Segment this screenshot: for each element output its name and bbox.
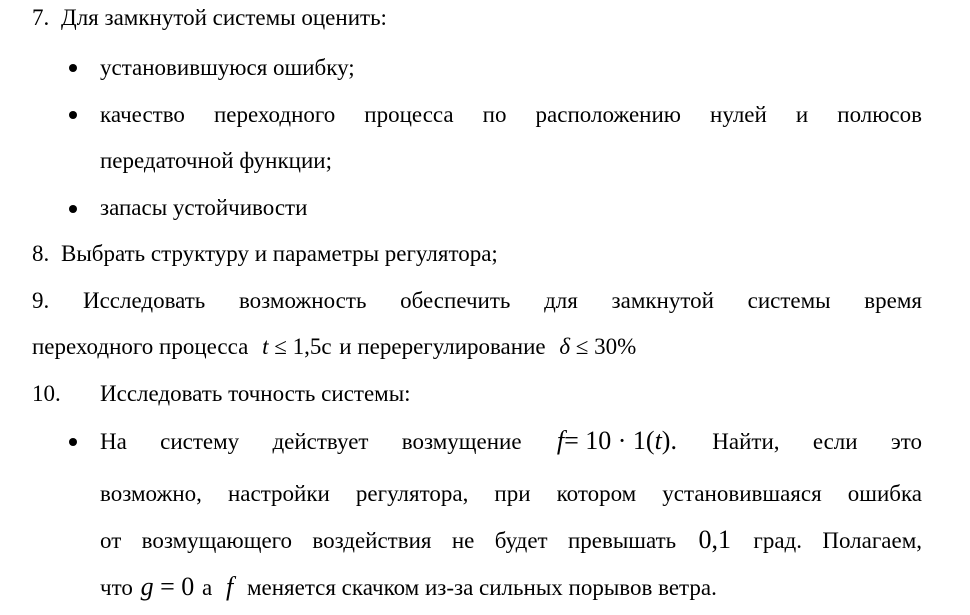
item-8-text: Выбрать структуру и параметры регулятора; xyxy=(61,241,498,266)
item-9-line-2-prefix: переходного процесса xyxy=(32,334,249,359)
item-7-bullet-2-line-1: качество переходного процесса по расположению нулей и полюсов xyxy=(100,102,922,127)
item-10-bullet-line-1 xyxy=(100,426,922,457)
disturbance-argument: t xyxy=(654,426,662,455)
item-7-text: Для замкнутой системы оценить: xyxy=(61,5,387,30)
item-7-bullet-1: установившуюся ошибку; xyxy=(100,55,355,80)
item-10-bullet-line-4-tail: меняется скачком из-за сильных порывов ветра. xyxy=(246,575,717,600)
item-10-bullet-text: На систему действует возмущение xyxy=(100,429,522,454)
item-8 xyxy=(32,239,498,269)
item-10-number: 10. xyxy=(32,381,61,406)
item-10-bullet-line-3-text: от возмущающего воздействия не будет превышать xyxy=(100,528,677,553)
item-10-bullet-line-4 xyxy=(100,572,717,603)
g-variable: g xyxy=(140,572,154,601)
item-10-bullet-line-3-tail: град. Полагаем, xyxy=(753,528,923,553)
item-9-text: Исследовать возможность обеспечить для замкнутой системы время xyxy=(82,288,922,313)
g-relation: = 0 xyxy=(160,572,195,601)
time-variable: t xyxy=(262,334,269,359)
item-9-middle-text: и перерегулирование xyxy=(339,334,546,359)
item-7-bullet-2-line-2: передаточной функции; xyxy=(100,148,332,173)
item-10-bullet-line-3 xyxy=(100,525,922,556)
item-9-line-1 xyxy=(32,286,922,316)
time-relation: ≤ 1,5с xyxy=(274,334,332,359)
bullet-icon xyxy=(69,205,77,213)
item-8-number: 8. xyxy=(32,241,50,266)
overshoot-condition xyxy=(559,332,636,362)
item-9-line-2 xyxy=(32,332,638,362)
bullet-icon xyxy=(69,438,77,446)
bullet-icon xyxy=(69,111,77,119)
item-10-text: Исследовать точность системы: xyxy=(100,381,411,406)
item-10-bullet-tail: Найти, если это xyxy=(712,429,923,454)
item-7-bullet-3: запасы устойчивости xyxy=(100,195,308,220)
disturbance-relation: = 10 · 1( xyxy=(564,426,655,455)
overshoot-variable: δ xyxy=(559,334,571,359)
error-value: 0,1 xyxy=(698,525,732,554)
item-10-bullet-line-2: возможно, настройки регулятора, при котором установившаяся ошибка xyxy=(100,481,922,506)
item-9-number: 9. xyxy=(32,288,50,313)
g-condition xyxy=(141,572,195,602)
bullet-icon xyxy=(69,64,77,72)
disturbance-close: ). xyxy=(661,426,677,455)
item-7-heading xyxy=(32,3,387,33)
overshoot-relation: ≤ 30% xyxy=(575,334,637,359)
item-10-bullet-line-4-mid: а xyxy=(202,575,213,600)
time-condition xyxy=(262,332,331,362)
f-variable: f xyxy=(225,572,234,601)
disturbance-variable: f xyxy=(556,426,565,455)
item-7-number: 7. xyxy=(32,5,50,30)
item-10-bullet-line-4-prefix: что xyxy=(100,575,133,600)
disturbance-formula xyxy=(557,426,677,456)
